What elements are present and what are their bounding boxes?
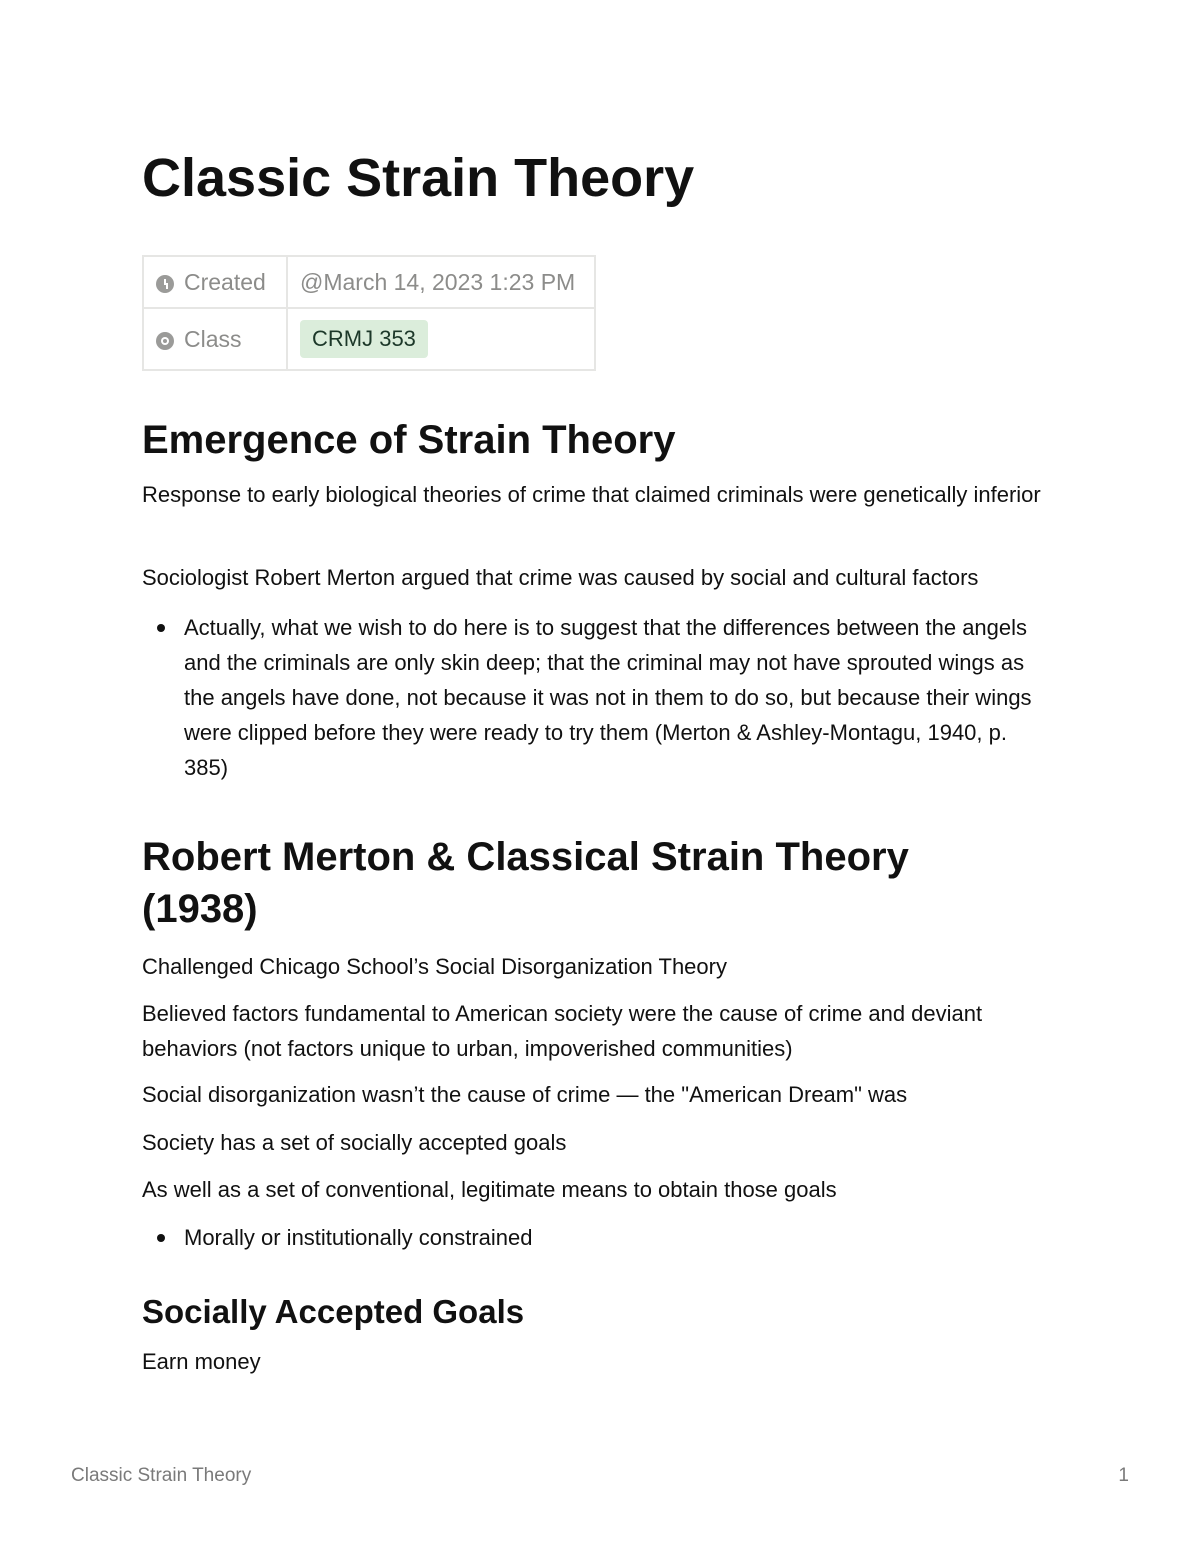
clock-icon: [156, 275, 174, 293]
footer-title: Classic Strain Theory: [71, 1465, 252, 1486]
paragraph: Earn money: [142, 1349, 261, 1374]
paragraph: Sociologist Robert Merton argued that crime was caused by social and cultural factors: [142, 565, 979, 590]
paragraph: Social disorganization wasn’t the cause of crime — the "American Dream" was: [142, 1082, 908, 1107]
select-icon: [156, 332, 174, 350]
paragraph: Society has a set of socially accepted goals: [142, 1130, 567, 1155]
property-key-created: [143, 256, 287, 308]
paragraph: Response to early biological theories of crime that claimed criminals were genetically inferior: [142, 482, 1041, 507]
page-number: 1: [1118, 1465, 1129, 1486]
list-item: Actually, what we wish to do here is to suggest that the differences between the angels and the criminals are only skin deep; that the criminal may not have sprouted wings as the angels have done, not because it was not in them to do so, but because their wings were clipped before they were ready to try them (Merton & Ashley-Montagu, 1940, p. 385): [142, 610, 1054, 785]
properties-table: [142, 255, 596, 371]
property-label: Class: [184, 325, 242, 352]
property-row-created: [143, 256, 595, 308]
property-label: Created: [184, 268, 266, 295]
page-title: Classic Strain Theory: [142, 148, 695, 208]
list-item: Morally or institutionally constrained: [142, 1220, 1054, 1255]
section-heading-emergence: Emergence of Strain Theory: [142, 418, 676, 462]
property-value-class: [287, 308, 595, 370]
bullet-list: [142, 1220, 1054, 1255]
class-tag[interactable]: CRMJ 353: [300, 320, 428, 358]
property-row-class: [143, 308, 595, 370]
section-heading-goals: Socially Accepted Goals: [142, 1293, 525, 1330]
paragraph: As well as a set of conventional, legitimate means to obtain those goals: [142, 1177, 837, 1202]
bullet-list: [142, 610, 1054, 785]
property-key-class: [143, 308, 287, 370]
paragraph: Challenged Chicago School’s Social Disorganization Theory: [142, 954, 727, 979]
paragraph: Believed factors fundamental to American society were the cause of crime and deviant behaviors (not factors unique to urban, impoverished communities): [142, 1001, 983, 1061]
property-value-created: @March 14, 2023 1:23 PM: [287, 256, 595, 308]
section-heading-merton: Robert Merton & Classical Strain Theory (1938): [142, 835, 909, 931]
